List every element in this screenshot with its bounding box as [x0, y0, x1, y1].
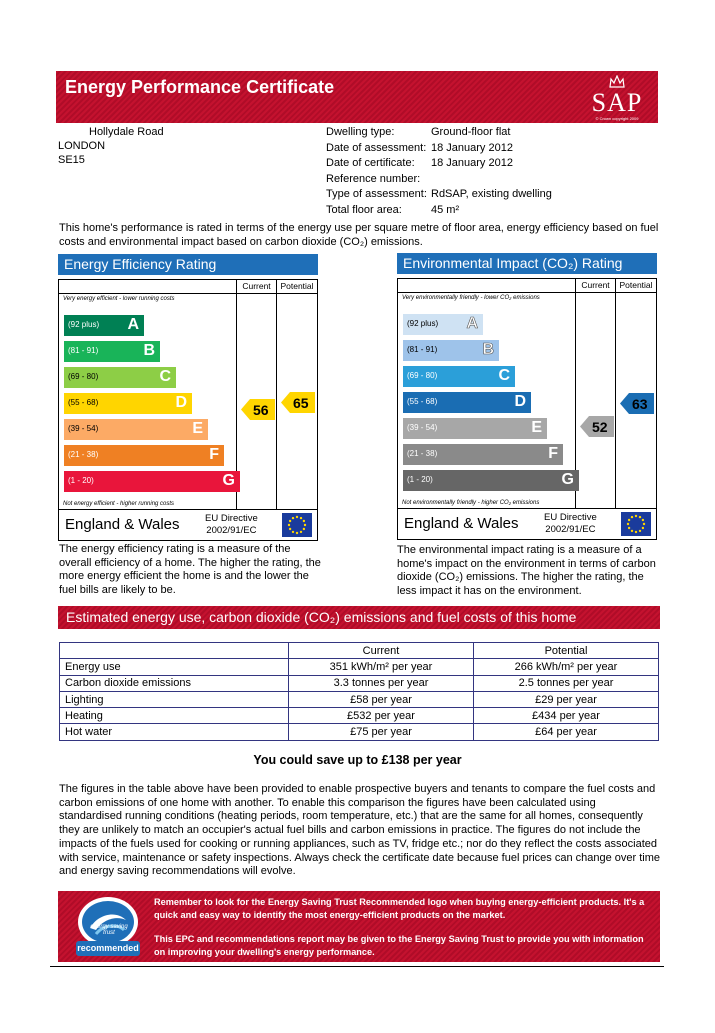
region-footer	[398, 508, 656, 539]
environmental-impact-chart	[397, 278, 657, 540]
environmental-impact-panel	[397, 253, 657, 540]
intro-text: This home's performance is rated in terms of the energy use per square metre of floor area, energy efficiency based on fuel costs and environmental impact based on carbon dioxide (CO₂) emissions.	[59, 222, 659, 248]
eu-flag-icon	[620, 511, 652, 537]
region-label: England & Wales	[65, 516, 180, 533]
band-letter: B	[482, 341, 494, 358]
row-current: £75 per year	[289, 724, 474, 740]
band-range: (69 - 80)	[68, 372, 99, 381]
sap-logo	[582, 75, 652, 119]
rating-band-a	[64, 315, 144, 336]
logo-top-text: energy saving trust	[90, 924, 128, 936]
detail-label: Type of assessment:	[326, 188, 427, 200]
row-label: Carbon dioxide emissions	[60, 675, 289, 691]
rating-band-b	[64, 341, 160, 362]
detail-value: Ground-floor flat	[431, 126, 511, 138]
current-rating-value: 56	[253, 402, 269, 418]
detail-value: 18 January 2012	[431, 141, 513, 154]
band-range: (39 - 54)	[68, 424, 99, 433]
current-column-header: Current	[242, 281, 271, 291]
row-current: £58 per year	[289, 691, 474, 707]
energy-saving-trust-logo	[68, 894, 148, 960]
band-range: (55 - 68)	[68, 398, 99, 407]
band-range: (55 - 68)	[407, 397, 438, 406]
top-caption: Very energy efficient - lower running costs	[63, 296, 175, 302]
band-letter: G	[561, 471, 574, 488]
energy-efficiency-title: Energy Efficiency Rating	[58, 254, 318, 275]
eu-directive-code: 2002/91/EC	[206, 525, 257, 536]
eu-stars-icon	[282, 513, 312, 537]
row-potential: 2.5 tonnes per year	[474, 675, 659, 691]
eu-directive	[544, 512, 597, 536]
rating-band-d	[403, 392, 531, 413]
address-line: Hollydale Road	[89, 126, 164, 138]
current-rating-value: 52	[592, 419, 608, 435]
current-column-header: Current	[581, 280, 610, 290]
band-letter: D	[514, 393, 526, 410]
band-letter: A	[127, 316, 139, 333]
detail-label: Dwelling type:	[326, 126, 395, 138]
logo-bottom-text: recommended	[77, 943, 139, 953]
bottom-caption: Not energy efficient - higher running costs	[63, 501, 175, 507]
estimate-title: Estimated energy use, carbon dioxide (CO₂) emissions and fuel costs of this home	[58, 606, 660, 629]
band-range: (92 plus)	[407, 319, 439, 328]
rating-band-c	[64, 367, 176, 388]
table-row	[60, 724, 659, 740]
eu-directive-code: 2002/91/EC	[545, 524, 596, 535]
table-row	[60, 675, 659, 691]
band-letter: A	[466, 315, 478, 332]
row-potential: 266 kWh/m² per year	[474, 659, 659, 675]
eu-flag-icon	[281, 512, 313, 538]
energy-efficiency-chart	[58, 279, 318, 541]
band-letter: B	[143, 342, 155, 359]
crown-icon	[609, 75, 625, 89]
potential-column-header: Potential	[619, 280, 653, 290]
address-block	[58, 125, 164, 167]
rating-band-f	[403, 444, 563, 465]
row-label: Hot water	[60, 724, 289, 740]
row-potential: £64 per year	[474, 724, 659, 740]
band-range: (1 - 20)	[68, 476, 94, 485]
table-header-potential: Potential	[474, 643, 659, 659]
band-range: (1 - 20)	[407, 475, 433, 484]
row-current: 3.3 tonnes per year	[289, 675, 474, 691]
energy-efficiency-panel	[58, 254, 318, 541]
table-row	[60, 659, 659, 675]
detail-value: 45 m²	[431, 203, 460, 216]
rating-band-f	[64, 445, 224, 466]
detail-label: Date of assessment:	[326, 141, 427, 154]
row-current: £532 per year	[289, 708, 474, 724]
address-line: SE15	[58, 154, 85, 166]
current-rating-tag	[580, 416, 614, 437]
table-header-blank	[60, 643, 289, 659]
sap-copyright: © Crown copyright 2009	[595, 116, 639, 121]
potential-rating-value: 65	[293, 395, 309, 411]
column-divider	[276, 280, 277, 510]
band-letter: E	[531, 419, 542, 436]
potential-rating-value: 63	[632, 396, 648, 412]
detail-label: Date of certificate:	[326, 157, 415, 169]
bottom-divider	[50, 966, 664, 967]
row-current: 351 kWh/m² per year	[289, 659, 474, 675]
table-header-row	[60, 643, 659, 659]
dwelling-details	[326, 125, 552, 218]
region-footer	[59, 509, 317, 540]
header-bar	[56, 71, 658, 123]
current-rating-tag	[241, 399, 275, 420]
rating-band-g	[64, 471, 240, 492]
row-label: Heating	[60, 708, 289, 724]
row-potential: £29 per year	[474, 691, 659, 707]
eu-stars-icon	[621, 512, 651, 536]
band-letter: C	[159, 368, 171, 385]
environment-description: The environmental impact rating is a measure of a home's impact on the environment in terms of carbon dioxide (CO₂) emissions. The higher the rating, the less impact it has on the environment.	[397, 544, 656, 597]
band-range: (21 - 38)	[68, 450, 99, 459]
savings-statement: You could save up to £138 per year	[253, 753, 462, 767]
band-letter: E	[192, 420, 203, 437]
table-row	[60, 691, 659, 707]
band-range: (81 - 91)	[407, 345, 438, 354]
page-title: Energy Performance Certificate	[65, 77, 335, 97]
rating-band-a	[403, 314, 483, 335]
detail-row	[326, 125, 552, 141]
detail-label: Total floor area:	[326, 203, 402, 216]
row-label: Lighting	[60, 691, 289, 707]
eu-directive-label: EU Directive	[544, 512, 597, 523]
band-range: (39 - 54)	[407, 423, 438, 432]
band-range: (92 plus)	[68, 320, 100, 329]
band-range: (21 - 38)	[407, 449, 438, 458]
rating-band-e	[64, 419, 208, 440]
environmental-impact-title: Environmental Impact (CO₂) Rating	[397, 253, 657, 274]
band-letter: C	[498, 367, 510, 384]
rating-band-d	[64, 393, 192, 414]
band-letter: D	[175, 394, 187, 411]
potential-rating-tag	[281, 392, 315, 413]
band-range: (81 - 91)	[68, 346, 99, 355]
detail-row	[326, 156, 552, 172]
band-range: (69 - 80)	[407, 371, 438, 380]
detail-value: RdSAP, existing dwelling	[431, 188, 552, 200]
costs-table	[59, 642, 659, 741]
top-caption: Very environmentally friendly - lower CO₂ emissions	[402, 295, 540, 301]
rating-band-b	[403, 340, 499, 361]
row-label: Energy use	[60, 659, 289, 675]
energy-saving-trust-banner	[58, 891, 660, 962]
region-label: England & Wales	[404, 515, 519, 532]
detail-row	[326, 203, 552, 219]
detail-label: Reference number:	[326, 172, 421, 185]
eu-directive	[205, 513, 258, 537]
recommendation-text: Remember to look for the Energy Saving Trust Recommended logo when buying energy-efficient products. It's a quick and easy way to identify the most energy-efficient products on the market.	[154, 897, 645, 920]
table-row	[60, 708, 659, 724]
potential-column-header: Potential	[280, 281, 314, 291]
band-letter: G	[222, 472, 235, 489]
potential-rating-tag	[620, 393, 654, 414]
sap-logo-text: SAP	[591, 88, 643, 117]
address-line: LONDON	[58, 140, 106, 152]
detail-row	[326, 187, 552, 203]
detail-row	[326, 141, 552, 157]
bottom-caption: Not environmentally friendly - higher CO₂ emissions	[402, 500, 540, 506]
explanation-text: The figures in the table above have been provided to enable prospective buyers and tenants to compare the fuel costs and carbon emissions of one home with another. To enable this comparison the figures have been calculated using standardised running conditions (heating periods, room temperature, etc.) that are the same for all homes, consequently they are unlikely to match an occupier's actual fuel bills and carbon emissions in practice. The figures do not include the impacts of the fuels used for cooking or running appliances, such as TV, fridge etc.; nor do they reflect the costs associated with service, maintenance or safety inspections. Always check the certificate date because fuel prices can change over time and energy saving recommendations will evolve.	[59, 783, 661, 878]
detail-row	[326, 172, 552, 188]
report-sharing-text: This EPC and recommendations report may be given to the Energy Saving Trust to provide you with information on improving your dwelling's energy performance.	[154, 934, 644, 957]
eu-directive-label: EU Directive	[205, 513, 258, 524]
row-potential: £434 per year	[474, 708, 659, 724]
table-header-current: Current	[289, 643, 474, 659]
efficiency-description: The energy efficiency rating is a measure of the overall efficiency of a home. The higher the rating, the more energy efficient the home is and the lower the fuel bills are likely to be.	[59, 543, 321, 596]
detail-value: 18 January 2012	[431, 157, 513, 169]
rating-band-g	[403, 470, 579, 491]
column-divider	[615, 279, 616, 509]
rating-band-c	[403, 366, 515, 387]
band-letter: F	[209, 446, 219, 463]
band-letter: F	[548, 445, 558, 462]
rating-band-e	[403, 418, 547, 439]
